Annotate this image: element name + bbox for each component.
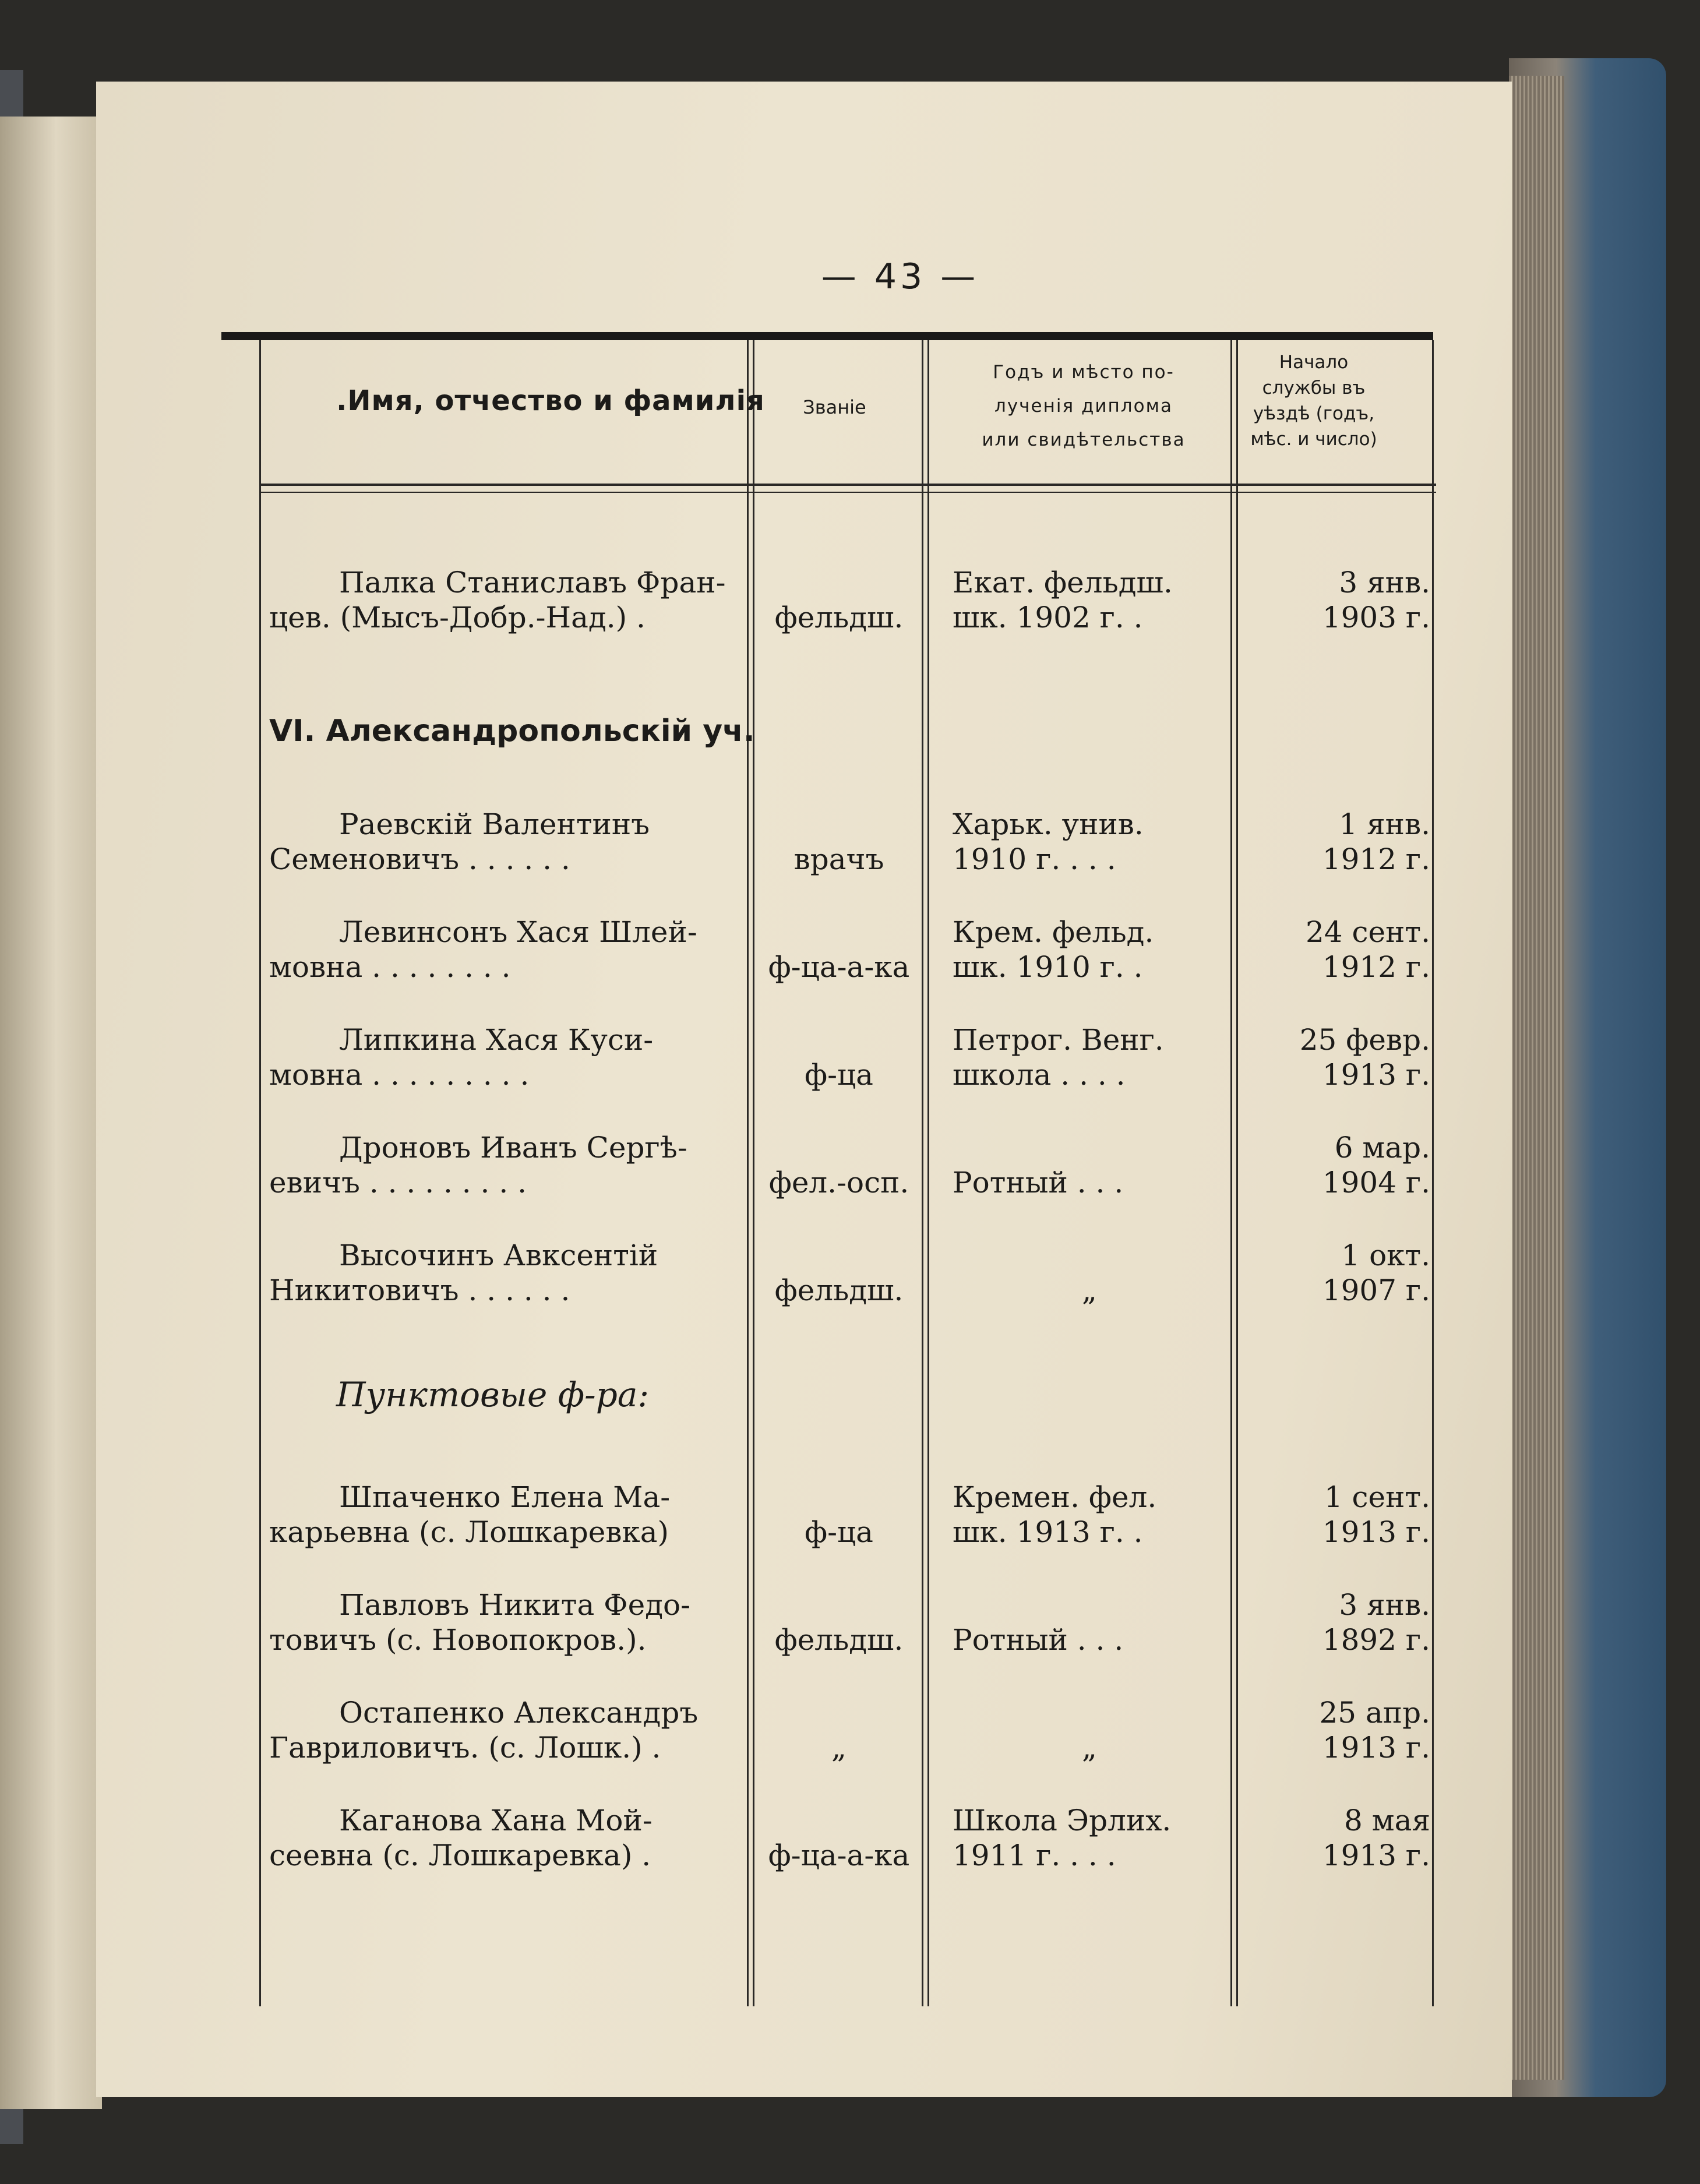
name-cell: Палка Станиславъ Фран- цев. (Мысъ-Добр.-Над.) . — [269, 566, 726, 634]
start-cell: 3 янв. 1903 г. — [1322, 566, 1430, 634]
start-cell: 25 апр. 1913 г. — [1319, 1696, 1430, 1765]
page-number: — 43 — — [821, 256, 979, 297]
diploma-cell: „ — [1082, 1273, 1097, 1307]
rank-cell: фельдш. — [774, 1273, 904, 1307]
name-cell: Липкина Хася Куси- мовна . . . . . . . . . — [269, 1023, 654, 1092]
header-rule — [259, 484, 1436, 486]
header-rule — [259, 492, 1436, 493]
name-cell: Дроновъ Иванъ Сергѣ- евичъ . . . . . . . . . — [269, 1131, 687, 1199]
rank-cell: фельдш. — [774, 601, 904, 634]
start-cell: 8 мая 1913 г. — [1322, 1804, 1430, 1872]
start-cell: 1 сент. 1913 г. — [1322, 1480, 1430, 1549]
header-name: .Имя, отчество и фамилія — [336, 384, 765, 417]
top-rule — [221, 332, 1433, 340]
diploma-cell: Ротный . . . — [953, 1623, 1124, 1657]
rank-cell: „ — [831, 1731, 847, 1765]
name-cell: Остапенко Александръ Гавриловичъ. (с. Лошк.) . — [269, 1696, 699, 1765]
rank-cell: ф-ца-а-ка — [768, 950, 910, 984]
column-divider — [259, 340, 261, 2006]
book-page — [96, 82, 1512, 2097]
name-cell: Раевскій Валентинъ Семеновичъ . . . . . . — [269, 807, 650, 876]
start-cell: 3 янв. 1892 г. — [1322, 1588, 1430, 1657]
section-title: VI. Александропольскій уч. — [269, 714, 755, 749]
start-cell: 1 окт. 1907 г. — [1322, 1239, 1430, 1307]
rank-cell: фел.-осп. — [768, 1166, 909, 1199]
name-cell: Каганова Хана Мой- сеевна (с. Лошкаревка) . — [269, 1804, 653, 1872]
rank-cell: ф-ца-а-ка — [768, 1839, 910, 1872]
diploma-cell: „ — [1082, 1731, 1097, 1765]
column-divider — [1230, 340, 1232, 2006]
diploma-cell: Крем. фельд. шк. 1910 г. . — [953, 915, 1154, 984]
header-diploma: Годъ и мѣсто по- лученія диплома или свидѣтельства — [982, 362, 1186, 450]
header-service-start: Начало службы въ уѣздѣ (годъ, мѣс. и число) — [1250, 352, 1377, 450]
page-edges — [1509, 76, 1564, 2080]
diploma-cell: Школа Эрлих. 1911 г. . . . — [953, 1804, 1172, 1872]
diploma-cell: Харьк. унив. 1910 г. . . . — [953, 807, 1144, 876]
start-cell: 6 мар. 1904 г. — [1322, 1131, 1430, 1199]
name-cell: Левинсонъ Хася Шлей- мовна . . . . . . . . — [269, 915, 697, 984]
header-rank: Званіе — [803, 396, 866, 418]
rank-cell: ф-ца — [805, 1515, 873, 1549]
diploma-cell: Петрог. Венг. школа . . . . — [953, 1023, 1164, 1092]
rank-cell: врачъ — [793, 842, 884, 876]
start-cell: 25 февр. 1913 г. — [1299, 1023, 1430, 1092]
start-cell: 1 янв. 1912 г. — [1322, 807, 1430, 876]
rank-cell: фельдш. — [774, 1623, 904, 1657]
diploma-cell: Кремен. фел. шк. 1913 г. . — [953, 1480, 1157, 1549]
name-cell: Шпаченко Елена Ма- карьевна (с. Лошкаревка) — [269, 1480, 671, 1549]
rank-cell: ф-ца — [805, 1058, 873, 1092]
diploma-cell: Екат. фельдш. шк. 1902 г. . — [953, 566, 1173, 634]
start-cell: 24 сент. 1912 г. — [1306, 915, 1430, 984]
left-page-edge — [0, 117, 102, 2109]
diploma-cell: Ротный . . . — [953, 1166, 1124, 1199]
name-cell: Высочинъ Авксентій Никитовичъ . . . . . . — [269, 1239, 658, 1307]
subsection-title: Пунктовые ф-ра: — [336, 1375, 649, 1414]
name-cell: Павловъ Никита Федо- товичъ (с. Новопокров.). — [269, 1588, 691, 1657]
